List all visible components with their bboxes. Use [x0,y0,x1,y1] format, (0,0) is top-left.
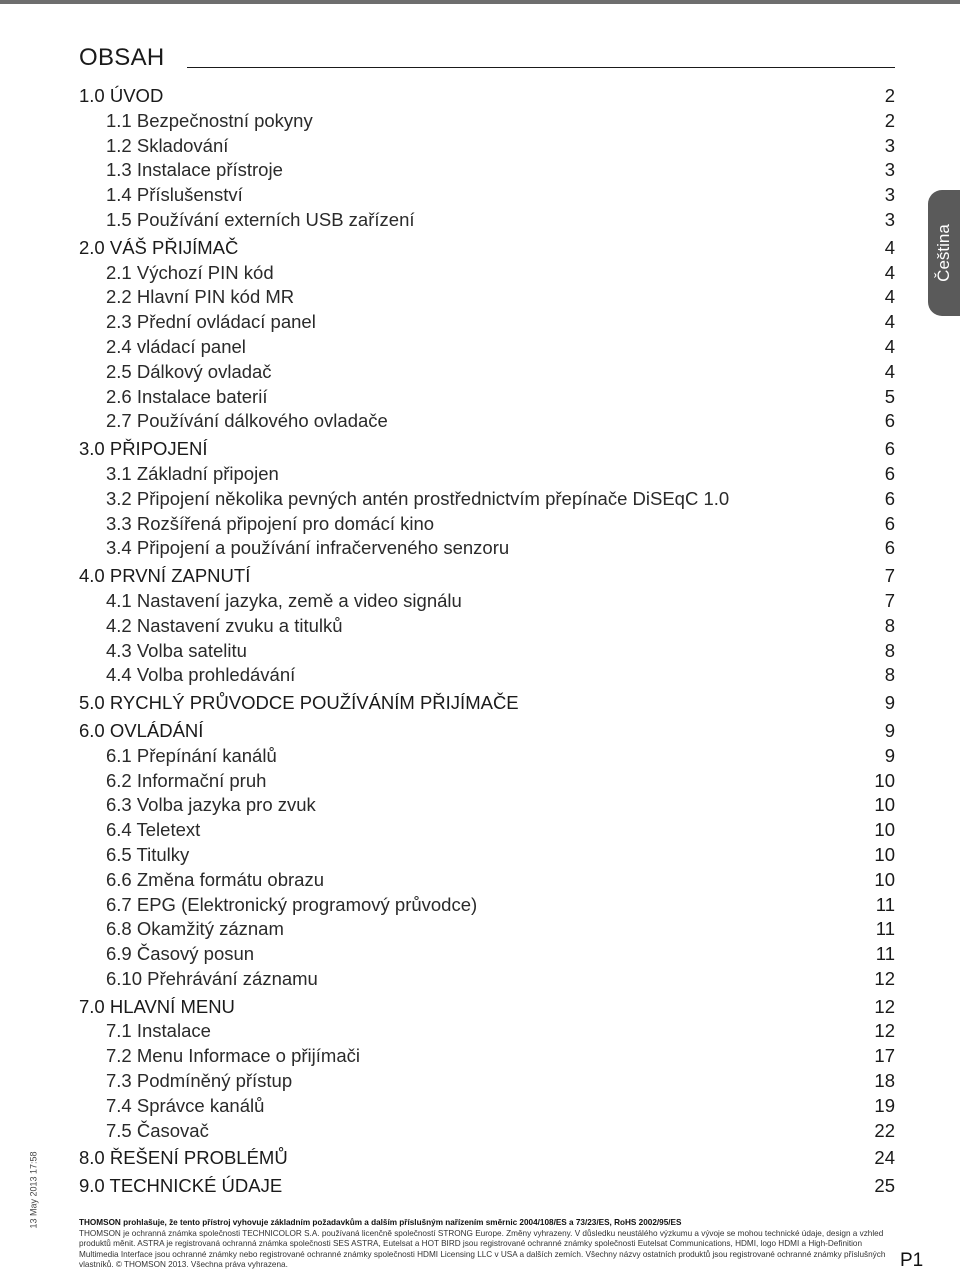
toc-subsection-row [79,134,895,159]
table-of-contents [79,84,895,1199]
toc-subsection-row [79,663,895,688]
toc-subsection-row [79,917,895,942]
toc-entry-page: 4 [884,360,895,382]
toc-entry-page: 8 [884,664,895,686]
toc-entry-title: 6.7 EPG (Elektronický programový průvodce) [106,893,478,915]
toc-section-row [79,236,895,261]
toc-entry-page: 4 [884,261,895,283]
toc-entry-page: 10 [874,769,895,791]
toc-entry-page: 3 [884,184,895,206]
toc-entry-title: 6.0 OVLÁDÁNÍ [79,719,204,741]
toc-subsection-row [79,385,895,410]
toc-entry-title: 3.1 Základní připojen [106,462,279,484]
toc-entry-page: 24 [874,1147,895,1169]
toc-entry-title: 7.4 Správce kanálů [106,1094,265,1116]
toc-entry-page: 12 [874,967,895,989]
toc-entry-page: 8 [884,614,895,636]
toc-entry-title: 2.4 vládací panel [106,335,246,357]
language-tab-label-wrap [928,190,960,316]
toc-entry-title: 1.2 Skladování [106,134,229,156]
toc-entry-page: 10 [874,843,895,865]
toc-entry-page: 25 [874,1175,895,1197]
toc-entry-title: 7.3 Podmíněný přístup [106,1070,293,1092]
toc-entry-page: 10 [874,819,895,841]
toc-subsection-row [79,1094,895,1119]
toc-entry-page: 6 [884,462,895,484]
toc-subsection-row [79,893,895,918]
toc-subsection-row [79,967,895,992]
toc-subsection-row [79,310,895,335]
toc-subsection-row [79,614,895,639]
toc-subsection-row [79,512,895,537]
toc-entry-title: 7.1 Instalace [106,1020,211,1042]
toc-subsection-row [79,1044,895,1069]
toc-entry-title: 2.3 Přední ovládací panel [106,311,316,333]
toc-entry-title: 6.6 Změna formátu obrazu [106,868,324,890]
toc-entry-title: 8.0 ŘEŠENÍ PROBLÉMŮ [79,1147,288,1169]
toc-subsection-row [79,536,895,561]
toc-subsection-row [79,1119,895,1144]
toc-entry-page: 3 [884,208,895,230]
print-date-stamp: 13 May 2013 17:58 [29,1151,39,1229]
toc-subsection-row [79,208,895,233]
toc-subsection-row [79,360,895,385]
toc-entry-page: 4 [884,311,895,333]
toc-entry-title: 1.3 Instalace přístroje [106,159,283,181]
toc-subsection-row [79,335,895,360]
toc-entry-page: 3 [884,134,895,156]
toc-entry-page: 9 [884,692,895,714]
toc-subsection-row [79,1019,895,1044]
toc-subsection-row [79,942,895,967]
toc-entry-title: 3.4 Připojení a používání infračerveného senzoru [106,537,510,559]
toc-subsection-row [79,183,895,208]
toc-entry-page: 6 [884,410,895,432]
toc-subsection-row [79,261,895,286]
toc-entry-page: 22 [874,1119,895,1141]
toc-entry-page: 7 [884,589,895,611]
toc-entry-title: 7.2 Menu Informace o přijímači [106,1045,360,1067]
footer-declaration: THOMSON prohlašuje, že tento přístroj vyhovuje základním požadavkům a dalším příslušným nařízením směrnic 2004/108/ES a 73/23/ES, RoHS 2002/95/ES [79,1218,682,1227]
title-row [79,44,895,74]
language-tab-label: Čeština [934,224,954,282]
toc-subsection-row [79,639,895,664]
toc-section-row [79,437,895,462]
toc-section-row [79,84,895,109]
toc-subsection-row [79,589,895,614]
title-rule [187,67,895,68]
toc-entry-page: 10 [874,868,895,890]
toc-section-row [79,995,895,1020]
toc-entry-title: 6.3 Volba jazyka pro zvuk [106,794,316,816]
toc-entry-title: 4.4 Volba prohledávání [106,664,296,686]
toc-entry-page: 6 [884,438,895,460]
toc-subsection-row [79,462,895,487]
toc-section-row [79,691,895,716]
toc-entry-page: 7 [884,565,895,587]
toc-subsection-row [79,487,895,512]
toc-entry-title: 7.5 Časovač [106,1119,209,1141]
toc-entry-title: 2.5 Dálkový ovladač [106,360,272,382]
toc-entry-page: 9 [884,719,895,741]
toc-entry-title: 3.3 Rozšířená připojení pro domácí kino [106,512,435,534]
toc-entry-page: 18 [874,1070,895,1092]
toc-section-row [79,719,895,744]
toc-subsection-row [79,818,895,843]
toc-entry-page: 12 [874,995,895,1017]
toc-section-row [79,1146,895,1171]
toc-entry-title: 6.10 Přehrávání záznamu [106,967,318,989]
toc-subsection-row [79,158,895,183]
toc-entry-page: 12 [874,1020,895,1042]
top-border-line [0,0,960,4]
toc-subsection-row [79,409,895,434]
toc-entry-title: 1.5 Používání externích USB zařízení [106,208,415,230]
toc-entry-title: 3.2 Připojení několika pevných antén prostřednictvím přepínače DiSEqC 1.0 [106,487,730,509]
toc-entry-page: 11 [875,918,895,940]
legal-footer [79,1218,899,1271]
toc-subsection-row [79,744,895,769]
toc-entry-page: 2 [884,109,895,131]
toc-entry-page: 10 [874,794,895,816]
toc-section-row [79,1174,895,1199]
toc-entry-page: 8 [884,639,895,661]
toc-entry-page: 11 [875,893,895,915]
print-date-stamp-wrap [28,1140,40,1240]
toc-subsection-row [79,868,895,893]
toc-entry-page: 4 [884,236,895,258]
toc-entry-title: 2.0 VÁŠ PŘIJÍMAČ [79,236,239,258]
toc-subsection-row [79,1069,895,1094]
footer-trademarks: THOMSON je ochranná známka společnosti TECHNICOLOR S.A. používaná licenčně společností STRONG Europe. Změny vyhrazeny. V důsledku neustálého výzkumu a vývoje se mohou technické údaje, design a vzhled produktů měnit. ASTRA je registrovaná ochranná známka společnosti SES ASTRA, Eutelsat a HOT BIRD jsou registrované ochranné známky společnosti Eutelsat Communications, HDMI, logo HDMI a High-Definition Multimedia Interface jsou ochranné známky nebo registrované ochranné známky společnosti HDMI Licensing LLC v USA a dalších zemích. Všechny názvy ostatních produktů jsou registrované ochranné známky příslušných vlastníků. © THOMSON 2013. Všechna práva vyhrazena. [79,1228,886,1270]
toc-entry-page: 6 [884,537,895,559]
toc-entry-title: 2.2 Hlavní PIN kód MR [106,286,295,308]
toc-entry-title: 6.9 Časový posun [106,943,255,965]
toc-entry-title: 1.1 Bezpečnostní pokyny [106,109,313,131]
toc-entry-title: 2.6 Instalace baterií [106,385,268,407]
toc-entry-page: 17 [874,1045,895,1067]
toc-entry-title: 2.1 Výchozí PIN kód [106,261,274,283]
toc-subsection-row [79,109,895,134]
toc-entry-title: 4.3 Volba satelitu [106,639,247,661]
toc-entry-page: 6 [884,512,895,534]
toc-subsection-row [79,285,895,310]
toc-entry-page: 19 [874,1094,895,1116]
toc-entry-title: 4.2 Nastavení zvuku a titulků [106,614,343,636]
toc-entry-title: 6.2 Informační pruh [106,769,267,791]
toc-entry-page: 2 [884,85,895,106]
toc-entry-title: 4.0 PRVNÍ ZAPNUTÍ [79,565,251,587]
toc-subsection-row [79,793,895,818]
toc-entry-title: 4.1 Nastavení jazyka, země a video signálu [106,589,462,611]
toc-entry-title: 3.0 PŘIPOJENÍ [79,438,208,460]
toc-entry-title: 1.0 ÚVOD [79,85,164,106]
toc-entry-page: 9 [884,744,895,766]
page-title: OBSAH [79,44,165,71]
toc-entry-title: 6.8 Okamžitý záznam [106,918,284,940]
toc-entry-title: 9.0 TECHNICKÉ ÚDAJE [79,1175,283,1197]
toc-entry-page: 11 [875,943,895,965]
toc-entry-title: 7.0 HLAVNÍ MENU [79,995,235,1017]
toc-entry-title: 5.0 RYCHLÝ PRŮVODCE POUŽÍVÁNÍM PŘIJÍMAČE [79,692,519,714]
toc-entry-title: 6.4 Teletext [106,819,201,841]
toc-entry-title: 2.7 Používání dálkového ovladače [106,410,388,432]
toc-entry-title: 6.1 Přepínání kanálů [106,744,277,766]
toc-entry-page: 4 [884,335,895,357]
toc-entry-page: 4 [884,286,895,308]
toc-entry-page: 6 [884,487,895,509]
toc-entry-page: 3 [884,159,895,181]
toc-subsection-row [79,769,895,794]
toc-subsection-row [79,843,895,868]
toc-entry-title: 1.4 Příslušenství [106,184,243,206]
toc-entry-page: 5 [884,385,895,407]
toc-section-row [79,564,895,589]
page-number: P1 [900,1250,924,1271]
toc-entry-title: 6.5 Titulky [106,843,190,865]
